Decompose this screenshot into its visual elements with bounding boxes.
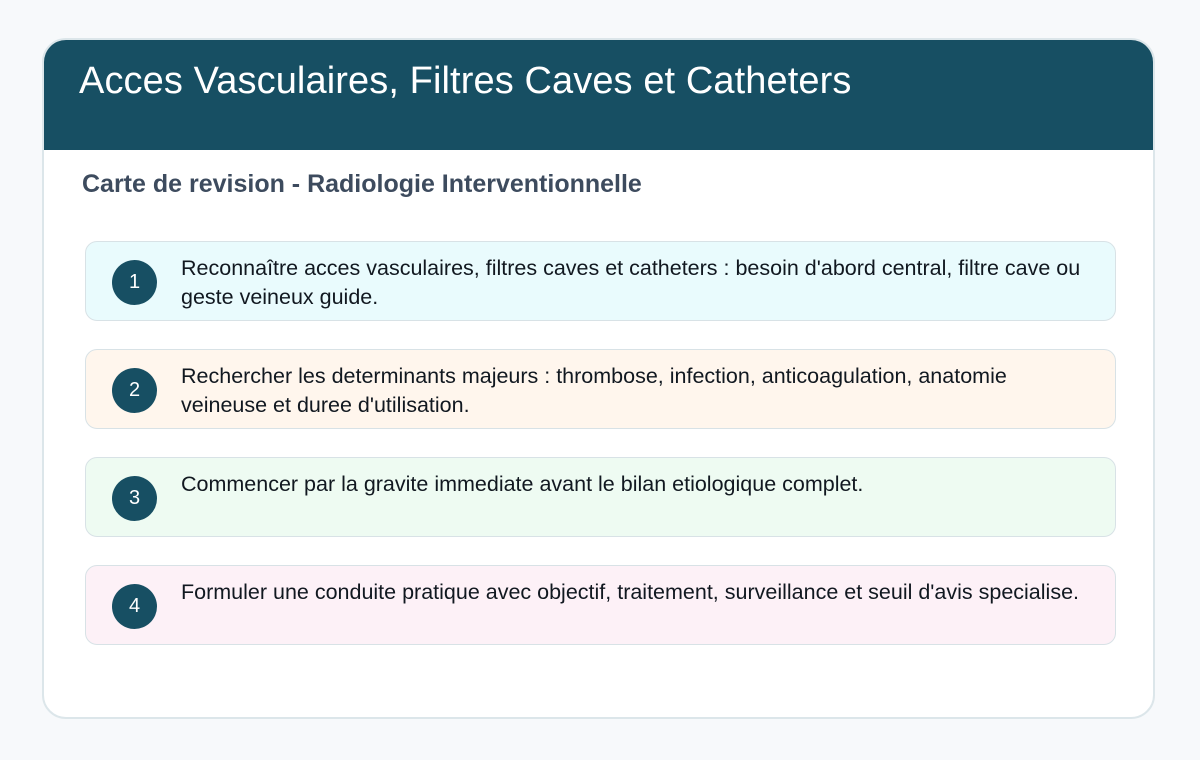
item-text: Commencer par la gravite immediate avant le bilan etiologique complet. <box>181 472 864 496</box>
item-number-badge: 4 <box>112 584 157 629</box>
revision-card <box>42 38 1155 719</box>
revision-item-3 <box>85 457 1116 537</box>
page-title: Acces Vasculaires, Filtres Caves et Catheters <box>79 60 852 102</box>
revision-item-2 <box>85 349 1116 429</box>
item-number-badge: 2 <box>112 368 157 413</box>
item-number-badge: 1 <box>112 260 157 305</box>
item-text: Reconnaître acces vasculaires, filtres caves et catheters : besoin d'abord central, filtre cave ou geste veineux guide. <box>181 256 1081 309</box>
card-header <box>44 40 1153 150</box>
revision-item-1 <box>85 241 1116 321</box>
card-subtitle: Carte de revision - Radiologie Interventionnelle <box>82 170 642 198</box>
item-text: Formuler une conduite pratique avec objectif, traitement, surveillance et seuil d'avis specialise. <box>181 580 1080 604</box>
revision-item-4 <box>85 565 1116 645</box>
item-number-badge: 3 <box>112 476 157 521</box>
item-text: Rechercher les determinants majeurs : thrombose, infection, anticoagulation, anatomie veineuse et duree d'utilisation. <box>181 364 1007 417</box>
